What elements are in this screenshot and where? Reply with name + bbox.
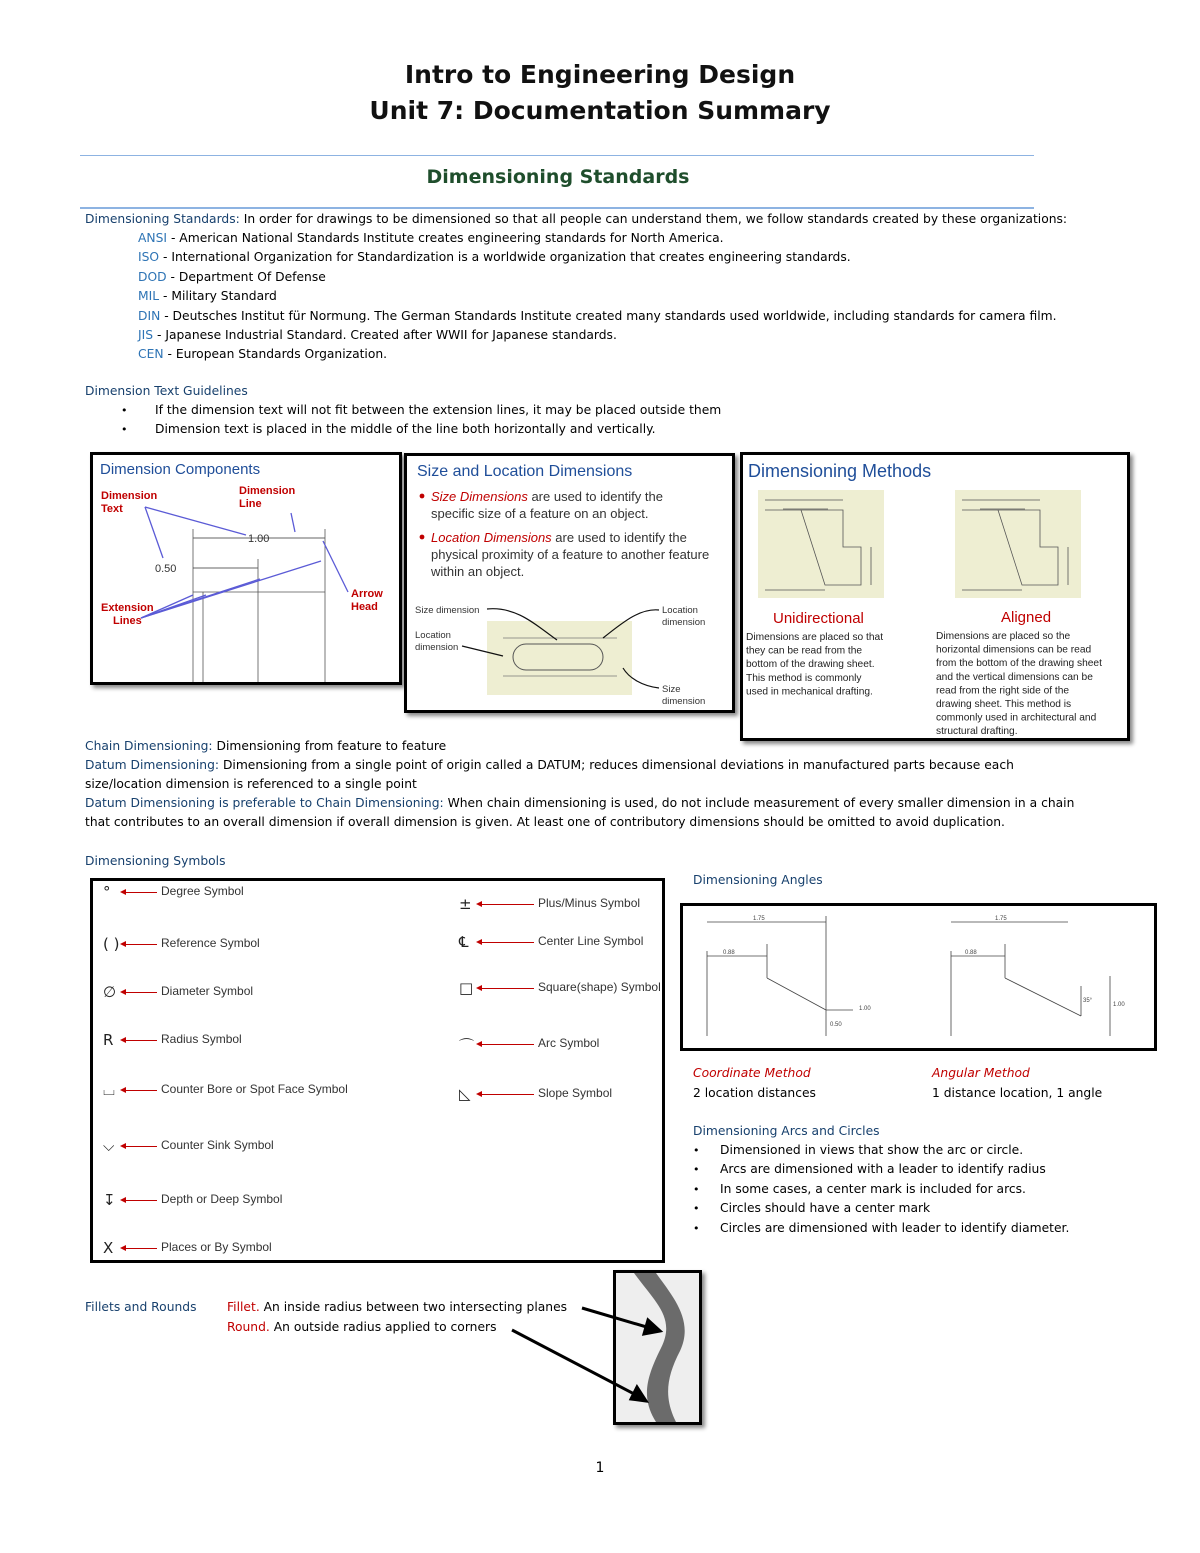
svg-text:Size dimension: Size dimension <box>415 605 480 616</box>
symbol-row <box>93 979 661 999</box>
symbol-row <box>93 1085 613 1105</box>
symbol-row <box>93 933 644 953</box>
chain-dimensioning: Chain Dimensioning: Dimensioning from feature to feature <box>85 739 447 753</box>
svg-text:Head: Head <box>351 601 378 613</box>
angles-heading: Dimensioning Angles <box>693 873 823 887</box>
standards-intro-text: In order for drawings to be dimensioned so that all people can understand them, we follow standards created by these organizations: <box>243 212 1068 226</box>
datum-dimensioning: Datum Dimensioning: Dimensioning from a single point of origin called a DATUM; reduces dimensional deviations in manufactured parts because each <box>85 758 1014 772</box>
symbol-row <box>93 1137 393 1157</box>
unidirectional-title: Unidirectional <box>773 610 864 627</box>
standards-intro <box>85 210 1067 229</box>
method-description-line: and the vertical dimensions can be <box>936 671 1093 683</box>
standard-abbr: JIS <box>138 328 154 343</box>
method-description-line: Dimensions are placed so the <box>936 631 1071 642</box>
red-arrow-icon <box>481 1044 534 1045</box>
symbol-label: Depth or Deep Symbol <box>161 1192 283 1206</box>
standard-item <box>138 248 1057 267</box>
page-title-line1: Intro to Engineering Design <box>404 60 796 89</box>
standard-item <box>138 229 1057 248</box>
symbols-heading: Dimensioning Symbols <box>85 854 226 868</box>
symbol-row <box>93 895 641 915</box>
figure-title: Dimension Components <box>100 461 261 478</box>
list-item: • Arcs are dimensioned with a leader to identify radius <box>720 1160 1069 1179</box>
symbol-glyph-icon: ⌵ <box>103 1137 115 1155</box>
standard-abbr: ISO <box>138 250 160 265</box>
bullet-icon: • <box>693 1144 700 1157</box>
symbol-label: Diameter Symbol <box>161 984 254 998</box>
list-item: • If the dimension text will not fit between the extension lines, it may be placed outside them <box>155 401 721 420</box>
symbol-glyph-icon: ° <box>103 883 111 901</box>
size-location-figure <box>404 453 735 713</box>
symbol-glyph-icon: ↧ <box>103 1191 116 1209</box>
bullet-icon: • <box>121 423 128 437</box>
svg-text:Size: Size <box>662 684 681 695</box>
list-item: • Dimensioned in views that show the arc or circle. <box>720 1141 1069 1160</box>
symbol-label: Arc Symbol <box>538 1036 600 1050</box>
svg-text:Text: Text <box>101 503 123 515</box>
standards-intro-label: Dimensioning Standards: <box>85 212 240 226</box>
method-description-line: horizontal dimensions can be read <box>936 644 1092 656</box>
svg-text:dimension: dimension <box>662 617 706 628</box>
svg-text:dimension: dimension <box>662 696 706 707</box>
list-item: • In some cases, a center mark is included for arcs. <box>720 1180 1069 1199</box>
red-arrow-icon <box>481 988 534 989</box>
symbol-label: Radius Symbol <box>161 1032 242 1046</box>
angular-method-text: 1 distance location, 1 angle <box>932 1086 1103 1100</box>
standard-item <box>138 326 1057 345</box>
svg-text:35°: 35° <box>1083 998 1093 1004</box>
symbol-label: Reference Symbol <box>161 936 260 950</box>
red-arrow-icon <box>481 1094 534 1095</box>
svg-text:Size Dimensions are used to id: Size Dimensions are used to identify the <box>431 489 663 504</box>
svg-text:Dimension: Dimension <box>101 490 158 502</box>
svg-text:within an object.: within an object. <box>431 564 525 579</box>
svg-text:dimension: dimension <box>415 642 459 653</box>
symbol-row <box>93 1191 393 1211</box>
standard-desc: - Department Of Defense <box>166 269 326 284</box>
method-description-line: from the bottom of the drawing sheet <box>936 658 1102 670</box>
symbol-glyph-icon: ℄ <box>459 933 469 951</box>
datum-preferable: Datum Dimensioning is preferable to Chain Dimensioning: When chain dimensioning is used, do not include measurement of every smaller dimension in a chain <box>85 796 1075 810</box>
datum-dimensioning-cont: size/location dimension is referenced to a single point <box>85 777 417 791</box>
fillets-heading: Fillets and Rounds <box>85 1300 197 1314</box>
standard-item <box>138 307 1057 326</box>
svg-text:Location: Location <box>662 605 698 616</box>
standard-desc: - International Organization for Standardization is a worldwide organization that creates engineering standards. <box>159 250 851 265</box>
bullet-icon: • <box>693 1221 700 1235</box>
symbol-glyph-icon: ◺ <box>459 1085 471 1103</box>
list-item: • Circles should have a center mark <box>720 1199 1069 1218</box>
fillet-definition: Fillet. An inside radius between two intersecting planes <box>227 1300 568 1314</box>
method-description-line: This method is commonly <box>746 672 862 684</box>
red-arrow-icon <box>125 892 157 893</box>
symbol-glyph-icon: ⌴ <box>103 1081 116 1099</box>
method-description-line: used in mechanical drafting. <box>746 686 873 698</box>
symbol-glyph-icon: ∅ <box>103 983 117 1001</box>
dim-value-2: 0.50 <box>155 563 177 575</box>
coordinate-method-label: Coordinate Method <box>693 1066 811 1080</box>
symbol-label: Plus/Minus Symbol <box>538 896 641 910</box>
figure-title: Size and Location Dimensions <box>417 463 633 480</box>
svg-text:Arrow: Arrow <box>351 588 383 600</box>
symbol-label: Degree Symbol <box>161 884 244 898</box>
symbol-glyph-icon: R <box>103 1031 114 1049</box>
section-title: Dimensioning Standards <box>426 166 690 188</box>
list-item: • Dimension text is placed in the middle of the line both horizontally and vertically. <box>155 420 721 439</box>
svg-text:Location Dimensions are used t: Location Dimensions are used to identify the <box>431 530 687 545</box>
red-arrow-icon <box>481 942 534 943</box>
page-number: 1 <box>595 1460 605 1476</box>
method-description-line: commonly used in architectural and <box>936 712 1097 724</box>
standard-desc: - Military Standard <box>159 289 277 304</box>
bullet-icon: • <box>693 1163 700 1177</box>
standard-abbr: DIN <box>138 308 161 323</box>
symbol-label: Center Line Symbol <box>538 934 644 948</box>
title-divider <box>80 155 1034 156</box>
standard-item <box>138 345 1057 364</box>
svg-text:Line: Line <box>239 498 262 510</box>
bullet-icon: • <box>693 1202 700 1216</box>
symbol-glyph-icon: □ <box>459 979 474 997</box>
symbol-row <box>93 1035 600 1055</box>
standard-desc: - American National Standards Institute creates engineering standards for North America. <box>167 231 724 245</box>
bullet-icon: • <box>121 404 128 417</box>
method-description-line: Dimensions are placed so that <box>746 632 884 643</box>
method-description-line: read from the right side of the <box>936 685 1070 697</box>
method-description-line: they can be read from the <box>746 645 863 657</box>
svg-text:physical proximity of a featur: physical proximity of a feature to another feature <box>431 547 710 562</box>
symbols-table <box>90 878 665 1263</box>
fillet-round-arrows <box>500 1300 670 1410</box>
symbol-glyph-icon: ( ) <box>103 935 120 953</box>
arcs-list <box>693 1141 1070 1238</box>
datum-preferable-cont: that contributes to an overall dimension if overall dimension is given. At least one of contributory dimensions should be omitted to avoid duplication. <box>85 815 1005 829</box>
standard-desc: - European Standards Organization. <box>163 347 388 362</box>
standard-item <box>138 268 1057 287</box>
symbol-glyph-icon: ± <box>459 895 472 913</box>
red-arrow-icon <box>481 904 534 905</box>
standard-abbr: CEN <box>138 347 164 362</box>
svg-text:Location: Location <box>415 630 451 641</box>
standard-desc: - Japanese Industrial Standard. Created after WWII for Japanese standards. <box>153 328 617 343</box>
svg-text:1.75: 1.75 <box>995 916 1007 922</box>
text-guidelines-list <box>121 401 722 440</box>
dimension-components-figure <box>90 452 402 685</box>
symbol-label: Counter Bore or Spot Face Symbol <box>161 1082 348 1096</box>
symbol-label: Square(shape) Symbol <box>538 980 661 994</box>
red-arrow-icon <box>125 1200 157 1201</box>
symbol-label: Counter Sink Symbol <box>161 1138 274 1152</box>
symbol-glyph-icon: X <box>103 1239 114 1257</box>
svg-text:Lines: Lines <box>113 615 142 627</box>
list-item: • Circles are dimensioned with leader to identify diameter. <box>720 1219 1069 1238</box>
standard-desc: - Deutsches Institut für Normung. The German Standards Institute created many standards used worldwide, including standards for camera film. <box>160 308 1057 323</box>
standard-abbr: DOD <box>138 269 167 284</box>
method-description-line: bottom of the drawing sheet. <box>746 659 875 671</box>
aligned-title: Aligned <box>1001 609 1052 626</box>
symbol-glyph-icon: ⌒ <box>459 1037 475 1055</box>
svg-text:specific size of a feature on: specific size of a feature on an object. <box>431 506 649 521</box>
standard-abbr: MIL <box>138 289 160 304</box>
coordinate-method-text: 2 location distances <box>693 1086 816 1100</box>
red-arrow-icon <box>125 1248 157 1249</box>
text-guidelines-heading: Dimension Text Guidelines <box>85 384 248 398</box>
section-divider <box>80 207 1034 209</box>
dim-value-1: 1.00 <box>248 533 270 545</box>
svg-text:Dimension: Dimension <box>239 485 296 497</box>
bullet-icon: • <box>693 1182 700 1196</box>
svg-text:0.88: 0.88 <box>723 950 735 956</box>
svg-text:0.50: 0.50 <box>830 1022 842 1028</box>
round-definition: Round. An outside radius applied to corners <box>227 1320 497 1334</box>
svg-text:0.88: 0.88 <box>965 950 977 956</box>
standard-abbr: ANSI <box>138 231 168 245</box>
method-description-line: structural drafting. <box>936 726 1018 738</box>
standard-item <box>138 287 1057 306</box>
symbol-label: Slope Symbol <box>538 1086 613 1100</box>
svg-text:1.00: 1.00 <box>1113 1002 1125 1008</box>
angles-figure <box>680 903 1157 1051</box>
method-description-line: drawing sheet. This method is <box>936 699 1072 710</box>
red-arrow-icon <box>125 1146 157 1147</box>
symbol-row <box>93 1239 393 1259</box>
arcs-heading: Dimensioning Arcs and Circles <box>693 1124 880 1138</box>
standards-list <box>138 229 1057 365</box>
figure-title: Dimensioning Methods <box>748 461 932 481</box>
page-title-line2: Unit 7: Documentation Summary <box>369 96 831 125</box>
symbol-label: Places or By Symbol <box>161 1240 272 1254</box>
svg-text:Extension: Extension <box>101 602 154 614</box>
angular-method-label: Angular Method <box>932 1066 1030 1080</box>
svg-text:1.75: 1.75 <box>753 916 765 922</box>
dimensioning-methods-figure <box>740 452 1130 741</box>
svg-text:1.00: 1.00 <box>859 1006 871 1012</box>
